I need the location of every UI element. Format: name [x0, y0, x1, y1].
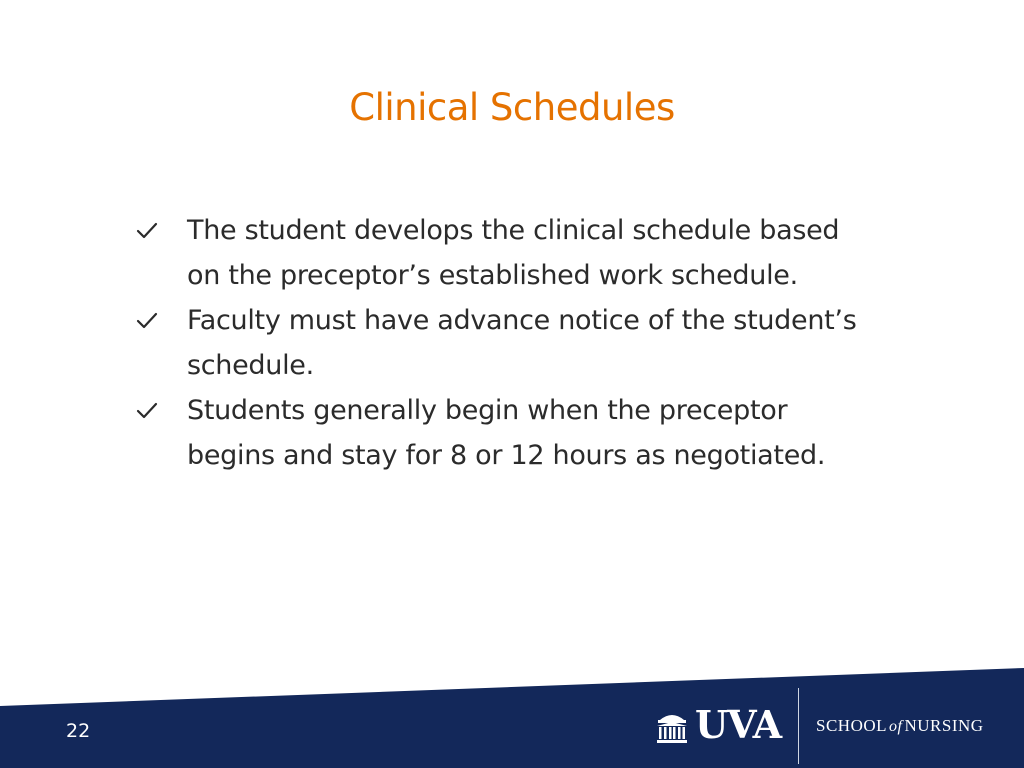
bullet-item	[136, 388, 916, 478]
rotunda-icon	[654, 709, 690, 745]
logo-of-word: of	[889, 718, 903, 735]
slide-title: Clinical Schedules	[349, 86, 675, 129]
bullet-text-line: Students generally begin when the preceptor	[187, 395, 788, 426]
bullet-text-line: on the preceptor’s established work schedule.	[187, 260, 798, 291]
bullet-list	[136, 208, 916, 478]
page-number: 22	[66, 720, 91, 742]
footer-band-shape	[0, 660, 1024, 768]
bullet-item	[136, 208, 916, 298]
logo-nursing-word: NURSING	[904, 716, 984, 735]
uva-logo-text: UVA	[695, 702, 782, 747]
bullet-item	[136, 298, 916, 388]
checkmark-icon	[136, 208, 160, 253]
logo-divider	[798, 688, 799, 764]
checkmark-icon	[136, 298, 160, 343]
bullet-text-line: begins and stay for 8 or 12 hours as negotiated.	[187, 440, 826, 471]
school-of-nursing-logo	[816, 716, 984, 736]
logo-school-word: SCHOOL	[816, 716, 888, 735]
checkmark-icon	[136, 388, 160, 433]
bullet-text-line: The student develops the clinical schedule based	[187, 215, 840, 246]
footer-band	[0, 660, 1024, 768]
bullet-text-line: Faculty must have advance notice of the student’s	[187, 305, 857, 336]
bullet-text-line: schedule.	[187, 350, 314, 381]
